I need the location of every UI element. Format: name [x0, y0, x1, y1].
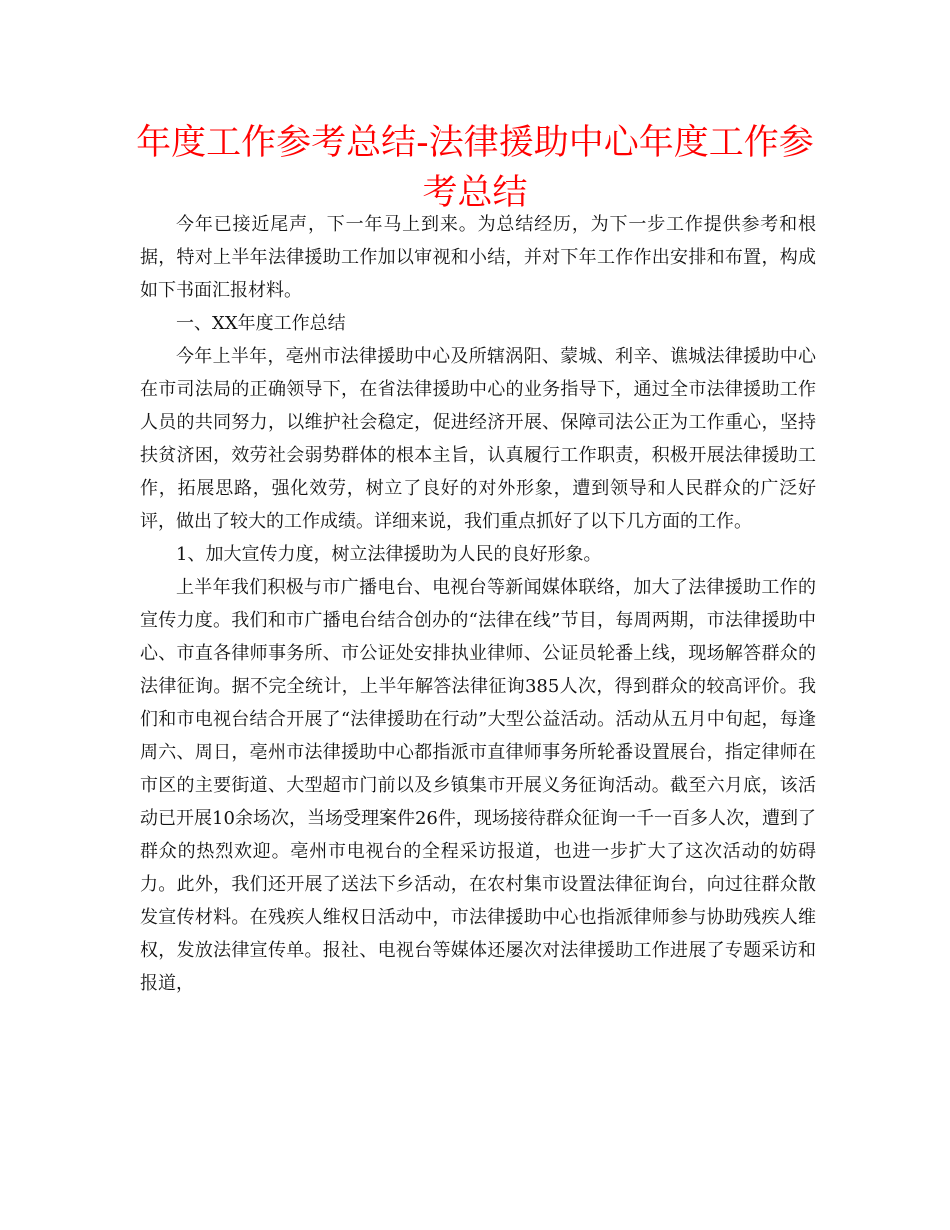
subsection-heading: 1、加大宣传力度，树立法律援助为人民的良好形象。 — [176, 544, 602, 565]
document-body — [140, 208, 816, 1000]
section-heading: 一、XX年度工作总结 — [176, 313, 346, 334]
document-title: 年度工作参考总结-法律援助中心年度工作参考总结 — [136, 123, 814, 213]
paragraph-intro: 今年已接近尾声，下一年马上到来。为总结经历，为下一步工作提供参考和根据，特对上半年法律援助工作加以审视和小结，并对下年工作作出安排和布置，构成如下书面汇报材料。 — [140, 214, 816, 301]
paragraph-overview: 今年上半年，亳州市法律援助中心及所辖涡阳、蒙城、利辛、谯城法律援助中心在市司法局的正确领导下，在省法律援助中心的业务指导下，通过全市法律援助工作人员的共同努力，以维护社会稳定，促进经济开展、保障司法公正为工作重心，坚持扶贫济困，效劳社会弱势群体的根本主旨，认真履行工作职责，积极开展法律援助工作，拓展思路，强化效劳，树立了良好的对外形象，遭到领导和人民群众的广泛好评，做出了较大的工作成绩。详细来说，我们重点抓好了以下几方面的工作。 — [140, 346, 816, 532]
paragraph-publicity: 上半年我们积极与市广播电台、电视台等新闻媒体联络，加大了法律援助工作的宣传力度。我们和市广播电台结合创办的“法律在线”节目，每周两期，市法律援助中心、市直各律师事务所、市公证处安排执业律师、公证员轮番上线，现场解答群众的法律征询。据不完全统计，上半年解答法律征询385人次，得到群众的较高评价。我们和市电视台结合开展了“法律援助在行动”大型公益活动。活动从五月中旬起，每逢周六、周日，亳州市法律援助中心都指派市直律师事务所轮番设置展台，指定律师在市区的主要街道、大型超市门前以及乡镇集市开展义务征询活动。截至六月底，该活动已开展10余场次，当场受理案件26件，现场接待群众征询一千一百多人次，遭到了群众的热烈欢迎。亳州市电视台的全程采访报道，也进一步扩大了这次活动的妨碍力。此外，我们还开展了送法下乡活动，在农村集市设置法律征询台，向过往群众散发宣传材料。在残疾人维权日活动中，市法律援助中心也指派律师参与协助残疾人维权，发放法律宣传单。报社、电视台等媒体还屡次对法律援助工作进展了专题采访和报道， — [140, 577, 816, 994]
